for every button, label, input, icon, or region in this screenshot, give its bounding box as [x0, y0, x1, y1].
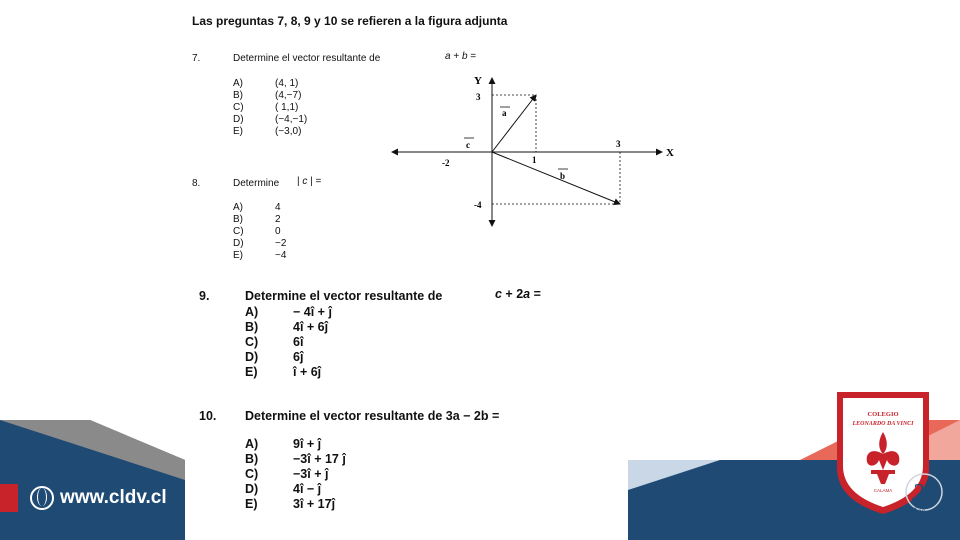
globe-icon: [30, 486, 54, 510]
q10-number: 10.: [199, 409, 217, 423]
q10-opt-letter: E): [245, 497, 258, 511]
q8-expression: | c | =: [297, 176, 322, 187]
q8-opt-value: 0: [275, 226, 281, 237]
tick-3: 3: [616, 139, 621, 149]
anniversary-badge: [892, 468, 948, 518]
q10-opt-value: −3î + 17 ĵ: [293, 452, 346, 466]
q7-opt-letter: D): [233, 114, 244, 125]
vector-b: [492, 152, 620, 204]
vector-b-label: b: [560, 171, 566, 181]
tick-1: 1: [532, 155, 537, 165]
q10-opt-letter: A): [245, 437, 259, 451]
svg-text:COLEGIO: COLEGIO: [867, 411, 899, 418]
q8-opt-letter: C): [233, 226, 244, 237]
vector-c-label: c: [466, 140, 470, 150]
q7-opt-value: (4,−7): [275, 90, 302, 101]
q7-opt-value: (−3,0): [275, 126, 302, 137]
q9-opt-value: − 4î + ĵ: [293, 305, 332, 319]
y-axis-label: Y: [474, 75, 482, 87]
brand-accent-bar: [0, 484, 18, 512]
q7-text: Determine el vector resultante de: [233, 53, 381, 64]
q10-opt-value: 4î − ĵ: [293, 482, 322, 496]
q8-opt-letter: E): [233, 250, 243, 261]
worksheet: [185, 0, 674, 518]
vector-figure: [390, 72, 680, 232]
q8-number: 8.: [192, 178, 201, 189]
intro-text: Las preguntas 7, 8, 9 y 10 se refieren a la figura adjunta: [192, 14, 508, 28]
q10-opt-value: 9î + ĵ: [293, 437, 322, 451]
q9-opt-value: 4î + 6ĵ: [293, 320, 329, 334]
q7-number: 7.: [192, 53, 201, 64]
q9-number: 9.: [199, 289, 210, 303]
q8-opt-value: −4: [275, 250, 287, 261]
svg-text:28: 28: [912, 480, 936, 506]
q9-opt-value: î + 6ĵ: [293, 365, 322, 379]
q8-opt-letter: B): [233, 214, 243, 225]
q8-opt-value: 4: [275, 202, 281, 213]
q10-opt-value: 3î + 17ĵ: [293, 497, 336, 511]
q9-opt-letter: E): [245, 365, 258, 379]
x-axis-label: X: [666, 147, 674, 159]
q7-opt-letter: A): [233, 78, 243, 89]
q10-opt-letter: B): [245, 452, 259, 466]
tick-3y: 3: [476, 92, 481, 102]
q7-expression: a + b =: [445, 51, 477, 62]
q9-text: Determine el vector resultante de: [245, 289, 443, 303]
tick-neg4: -4: [474, 200, 482, 210]
q7-opt-letter: E): [233, 126, 243, 137]
q7-opt-letter: B): [233, 90, 243, 101]
q9-opt-letter: C): [245, 335, 259, 349]
q9-opt-value: 6î: [293, 335, 304, 349]
q8-opt-value: 2: [275, 214, 281, 225]
q8-opt-letter: D): [233, 238, 244, 249]
q8-text: Determine: [233, 178, 280, 189]
svg-text:CALAMA: CALAMA: [873, 488, 893, 493]
website-link[interactable]: www.cldv.cl: [60, 487, 167, 508]
vector-a-label: a: [502, 108, 507, 118]
q9-opt-letter: B): [245, 320, 259, 334]
vector-a: [492, 95, 536, 152]
q8-opt-value: −2: [275, 238, 287, 249]
q10-text: Determine el vector resultante de 3a − 2b =: [245, 409, 500, 423]
svg-text:LEONARDO DA VINCI: LEONARDO DA VINCI: [852, 421, 914, 427]
q7-opt-letter: C): [233, 102, 244, 113]
q8-opt-letter: A): [233, 202, 243, 213]
brand-footer: [0, 478, 167, 518]
q10-opt-letter: D): [245, 482, 259, 496]
q10-opt-value: −3î + ĵ: [293, 467, 329, 481]
svg-text:años: años: [908, 506, 926, 516]
q9-opt-letter: A): [245, 305, 259, 319]
q10-opt-letter: C): [245, 467, 259, 481]
q9-opt-value: 6ĵ: [293, 350, 304, 364]
q7-opt-value: (−4,−1): [275, 114, 308, 125]
tick-neg2: -2: [442, 158, 450, 168]
q7-opt-value: (4, 1): [275, 78, 299, 89]
q7-opt-value: ( 1,1): [275, 102, 299, 113]
q9-expression: c + 2a =: [495, 287, 541, 301]
q9-opt-letter: D): [245, 350, 259, 364]
